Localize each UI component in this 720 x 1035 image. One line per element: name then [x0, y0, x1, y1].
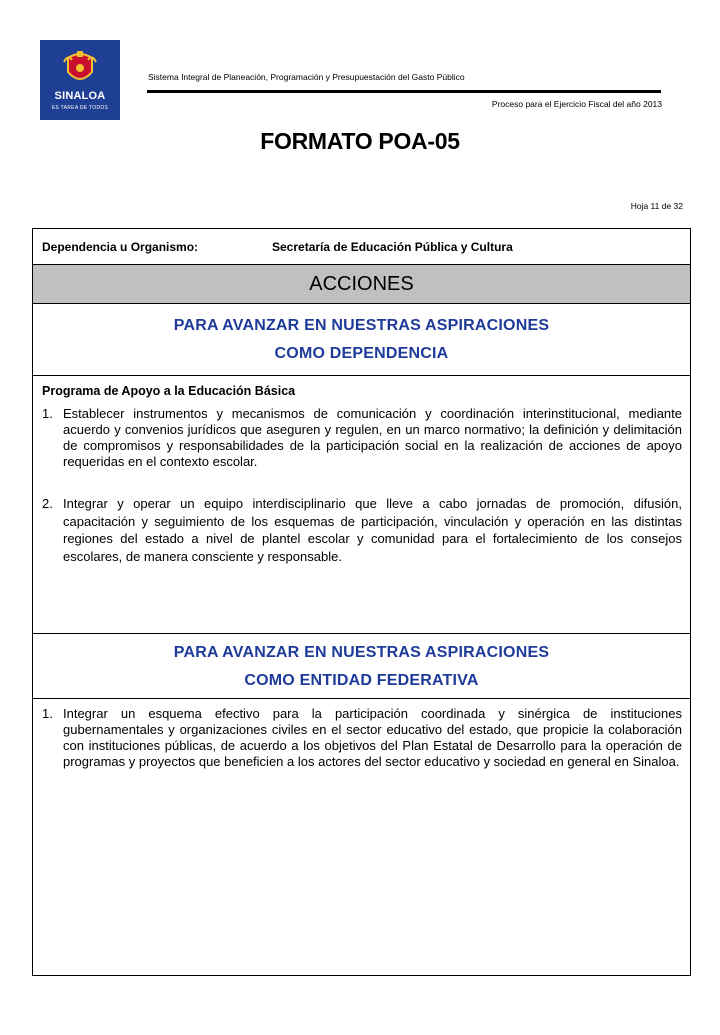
coat-of-arms-icon	[62, 48, 98, 88]
item-number: 2.	[42, 496, 53, 511]
item-number: 1.	[42, 706, 53, 721]
list-item	[42, 406, 682, 470]
logo-tagline: ES TAREA DE TODOS	[51, 105, 109, 111]
dependency-label: Dependencia u Organismo:	[42, 240, 199, 254]
section-title: ACCIONES	[33, 265, 690, 304]
process-label: Proceso para el Ejercicio Fiscal del año 2013	[491, 99, 662, 109]
dependency-value: Secretaría de Educación Pública y Cultura	[272, 240, 513, 254]
header-divider	[147, 90, 661, 93]
item-text: Integrar y operar un equipo interdisciplinario que lleve a cabo jornadas de promoción, difusión, capacitación y seguimiento de los esquemas de participación, vinculación y operación en las distintas regiones del estado a nivel de plantel escolar y comunidad para el fortalecimiento de los consejos escolares, de manera consciente y responsable.	[63, 496, 682, 564]
document-title: FORMATO POA-05	[260, 128, 460, 154]
dependency-row	[33, 229, 690, 265]
logo-name: SINALOA	[54, 90, 106, 102]
section2-heading-line2: COMO ENTIDAD FEDERATIVA	[244, 672, 479, 689]
form-box	[32, 228, 691, 976]
item-number: 1.	[42, 406, 53, 421]
sinaloa-logo	[40, 40, 120, 120]
system-title: Sistema Integral de Planeación, Programación y Presupuestación del Gasto Público	[148, 72, 465, 82]
section1-heading-line2: COMO DEPENDENCIA	[274, 345, 449, 362]
section1-heading-line1: PARA AVANZAR EN NUESTRAS ASPIRACIONES	[173, 317, 550, 334]
section2-heading-line1: PARA AVANZAR EN NUESTRAS ASPIRACIONES	[173, 644, 550, 661]
item-text: Establecer instrumentos y mecanismos de comunicación y coordinación interinstitucional, mediante acuerdo y convenios jurídicos que aseguren y regulen, en un marco normativo; la definición y delimitación de compromisos y responsabilidades de la participación social en la realización de acciones de apoyo requeridas en el contexto escolar.	[63, 406, 682, 469]
section1-content	[42, 383, 682, 565]
section2-heading	[33, 633, 690, 699]
page-number: Hoja 11 de 32	[630, 201, 683, 211]
section2-content	[42, 706, 682, 770]
program-title: Programa de Apoyo a la Educación Básica	[42, 384, 296, 398]
item-text: Integrar un esquema efectivo para la participación coordinada y sinérgica de instituciones gubernamentales y organizaciones civiles en el sector educativo del estado, que propicie la colaboración con instituciones públicas, de acuerdo a los objetivos del Plan Estatal de Desarrollo para la operación de programas y proyectos que beneficien a los actores del sector educativo y sociedad en general en Sinaloa.	[63, 706, 682, 769]
list-item	[42, 706, 682, 770]
list-item	[42, 495, 682, 565]
section1-heading	[33, 304, 690, 376]
